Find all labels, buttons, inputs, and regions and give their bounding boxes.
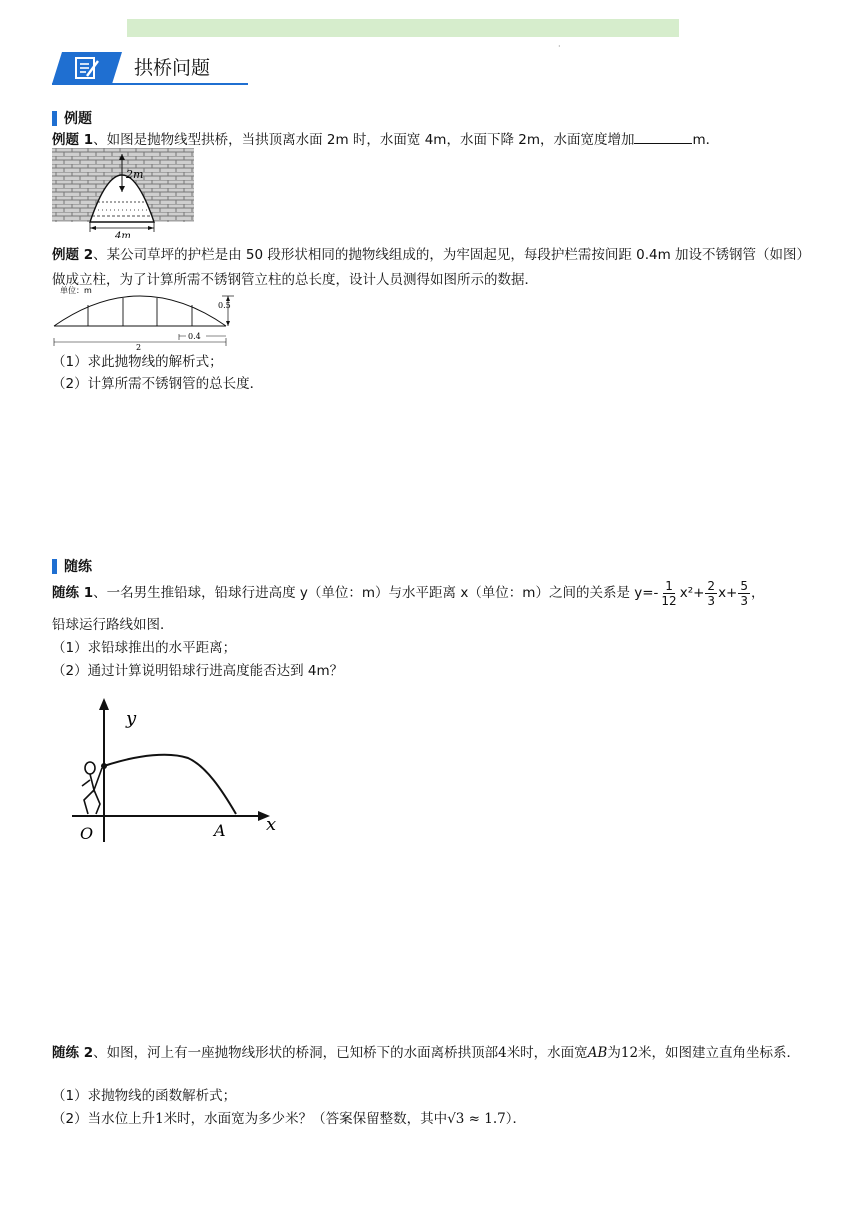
fraction-1 xyxy=(659,579,678,608)
dot-mark: · xyxy=(558,42,561,51)
origin-label: O xyxy=(80,824,94,843)
page-title: 拱桥问题 xyxy=(134,57,211,79)
section-marker xyxy=(52,559,57,574)
athlete-icon xyxy=(82,762,102,814)
shot-put-figure xyxy=(70,694,286,844)
arch-width-label: 4m xyxy=(115,231,131,238)
term-2: x+ xyxy=(718,585,738,601)
practice-1-line2: 铅球运行路线如图． xyxy=(52,617,174,633)
sqrt3-approx: √3 ≈ 1.7 xyxy=(447,1111,506,1127)
section-marker xyxy=(52,111,57,126)
example-2-body: 、某公司草坪的护栏是由 50 段形状相同的抛物线组成的，为牢固起见，每段护栏需按间距 0.4m 加设不锈钢管（如图）做成立柱，为了计算所需不锈钢管立柱的总长度，设计人员测得如图所示的数据． xyxy=(52,247,811,288)
answer-blank[interactable] xyxy=(634,130,692,144)
practice-2-c: 为 xyxy=(607,1045,621,1061)
term-1: x²+ xyxy=(679,585,705,601)
practice-2-d: 米，如图建立直角坐标系． xyxy=(638,1045,801,1061)
example-1-label: 例题 1 xyxy=(52,132,94,148)
practice-1-q2: （2）通过计算说明铅球行进高度能否达到 4m？ xyxy=(52,663,344,679)
value-12: 12 xyxy=(620,1045,639,1061)
value-4: 4 xyxy=(498,1045,507,1061)
practice-2-b: 米时，水面宽 xyxy=(506,1045,588,1061)
fraction-2 xyxy=(705,579,717,608)
fraction-3-num: 5 xyxy=(740,578,749,593)
fraction-1-num: 1 xyxy=(665,578,673,593)
height-label: 0.5 xyxy=(218,301,231,310)
section-practice-title: 随练 xyxy=(64,559,92,575)
fraction-3-den: 3 xyxy=(740,593,749,608)
arch-bridge-figure xyxy=(52,148,194,238)
section-examples-title: 例题 xyxy=(64,111,92,127)
note-edit-icon xyxy=(52,52,122,84)
fraction-1-den: 12 xyxy=(661,593,677,608)
practice-2-a: 、如图，河上有一座抛物线形状的桥洞，已知桥下的水面离桥拱顶部 xyxy=(93,1045,499,1061)
x-axis-label: x xyxy=(266,814,277,835)
example-2-label: 例题 2 xyxy=(52,247,94,263)
segment-ab: AB xyxy=(587,1045,608,1061)
section-examples xyxy=(52,108,92,128)
practice-1-q1: （1）求铅球推出的水平距离； xyxy=(52,640,237,656)
fraction-3 xyxy=(738,579,750,608)
section-practice xyxy=(52,556,92,576)
practice-2-q2 xyxy=(52,1107,812,1132)
point-a-label: A xyxy=(214,821,226,840)
practice-2-label: 随练 2 xyxy=(52,1045,94,1061)
practice-2-text xyxy=(52,1041,812,1066)
practice-2-q2-c: ）． xyxy=(505,1111,526,1127)
header-underline xyxy=(52,83,248,85)
example-1-unit: m． xyxy=(692,132,720,148)
fraction-2-den: 3 xyxy=(707,593,716,608)
practice-2-q1: （1）求抛物线的函数解析式； xyxy=(52,1088,237,1104)
example-2-q1: （1）求此抛物线的解析式； xyxy=(52,354,223,370)
example-2-q2: （2）计算所需不锈钢管的总长度． xyxy=(52,376,264,392)
practice-2-q2-a: （2）当水位上升 xyxy=(52,1111,156,1127)
y-axis-label: y xyxy=(126,708,137,729)
fraction-2-num: 2 xyxy=(707,578,716,593)
example-1-body: 、如图是抛物线型拱桥，当拱顶离水面 2m 时，水面宽 4m，水面下降 2m，水面宽度增加 xyxy=(93,132,635,148)
gap-label: 0.4 xyxy=(188,332,201,341)
fence-parabola-figure xyxy=(52,284,236,350)
practice-1-text xyxy=(52,574,812,612)
practice-1-body: 、一名男生推铅球，铅球行进高度 y（单位：m）与水平距离 x（单位：m）之间的关系是 y=- xyxy=(93,585,659,601)
arch-height-label: 2m xyxy=(126,168,144,181)
unit-label: 单位：m xyxy=(60,286,92,295)
value-1: 1 xyxy=(155,1111,164,1127)
page-header xyxy=(52,50,248,86)
top-banner xyxy=(127,19,679,37)
span-label: 2 xyxy=(136,343,142,350)
practice-1-comma: ， xyxy=(751,585,765,601)
practice-2-q2-b: 米时，水面宽为多少米？（答案保留整数，其中 xyxy=(163,1111,448,1127)
practice-1-label: 随练 1 xyxy=(52,585,94,601)
